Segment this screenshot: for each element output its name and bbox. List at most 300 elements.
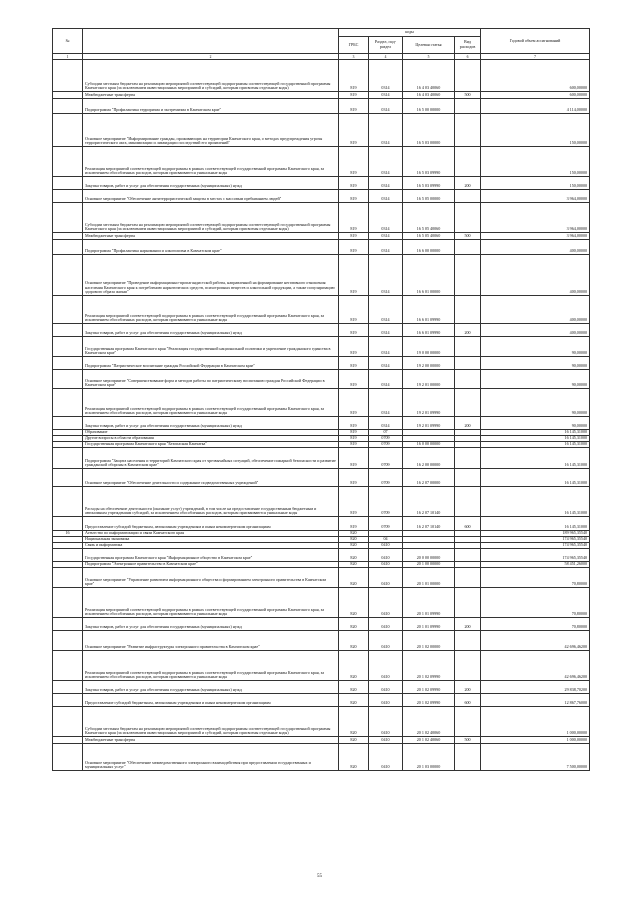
- annual-amount-cell: 58 451,26000: [481, 562, 590, 568]
- row-number-cell: [53, 588, 83, 618]
- row-number-cell: [53, 114, 83, 147]
- expense-name-cell: Закупка товаров, работ и услуг для обеспечения государственных (муниципальных) нужд: [83, 417, 339, 430]
- razdel-code-cell: 0410: [369, 588, 403, 618]
- annual-amount-cell: 3 964,00000: [481, 233, 590, 240]
- annual-amount-cell: 3 964,00000: [481, 190, 590, 203]
- annual-amount-cell: 174 965,35540: [481, 537, 590, 543]
- target-article-cell: 20 1 00 00000: [403, 562, 455, 568]
- row-number-cell: [53, 60, 83, 92]
- table-row: [53, 92, 590, 99]
- col-celevaya-header: Целевая статья: [403, 37, 455, 54]
- expense-name-cell: Закупка товаров, работ и услуг для обеспечения государственных (муниципальных) нужд: [83, 177, 339, 190]
- grbs-code-cell: 820: [339, 737, 369, 744]
- razdel-code-cell: 0314: [369, 147, 403, 177]
- expense-type-cell: 600: [455, 517, 481, 531]
- table-row: [53, 357, 590, 370]
- table-row: [53, 417, 590, 430]
- annual-amount-cell: 174 965,35540: [481, 543, 590, 549]
- target-article-cell: 16 5 05 00000: [403, 190, 455, 203]
- expense-name-cell: Агентство по информатизации и связи Камчатского края: [83, 531, 339, 537]
- razdel-code-cell: 0410: [369, 618, 403, 631]
- target-article-cell: 20 1 01 09990: [403, 588, 455, 618]
- target-article-cell: 20 1 01 00000: [403, 568, 455, 588]
- expense-name-cell: Закупка товаров, работ и услуг для обеспечения государственных (муниципальных) нужд: [83, 618, 339, 631]
- annual-amount-cell: 600,00000: [481, 60, 590, 92]
- column-index: 5: [403, 54, 455, 60]
- expense-type-cell: 500: [455, 92, 481, 99]
- expense-name-cell: Межбюджетные трансферты: [83, 233, 339, 240]
- annual-amount-cell: 189 965,35540: [481, 531, 590, 537]
- grbs-code-cell: 819: [339, 147, 369, 177]
- row-number-cell: [53, 296, 83, 324]
- grbs-code-cell: 819: [339, 448, 369, 469]
- row-number-cell: [53, 389, 83, 417]
- expense-type-cell: 200: [455, 324, 481, 337]
- annual-amount-cell: 16 145,31000: [481, 436, 590, 442]
- razdel-code-cell: 0410: [369, 681, 403, 694]
- annual-amount-cell: 42 696,46200: [481, 651, 590, 681]
- expense-type-cell: [455, 487, 481, 517]
- row-number-cell: [53, 324, 83, 337]
- expense-type-cell: [455, 99, 481, 114]
- annual-amount-cell: 4 114,00000: [481, 99, 590, 114]
- target-article-cell: 19 2 01 09990: [403, 417, 455, 430]
- expense-type-cell: [455, 255, 481, 296]
- target-article-cell: 16 5 03 09990: [403, 177, 455, 190]
- target-article-cell: 19 2 00 00000: [403, 357, 455, 370]
- grbs-code-cell: 819: [339, 442, 369, 448]
- razdel-code-cell: 0314: [369, 296, 403, 324]
- budget-table: [52, 28, 590, 771]
- expense-name-cell: Подпрограмма "Профилактика терроризма и экстремизма в Камчатском крае": [83, 99, 339, 114]
- table-row: [53, 370, 590, 389]
- expense-name-cell: Субсидии местным бюджетам на реализацию мероприятий соответствующей подпрограммы соответствующей государственной программы Камчатского края (за исключением инвестиционных мероприятий и субсидий, которым присвоены отдельные коды): [83, 60, 339, 92]
- expense-type-cell: 500: [455, 233, 481, 240]
- grbs-code-cell: 819: [339, 240, 369, 255]
- razdel-code-cell: 0314: [369, 337, 403, 357]
- grbs-code-cell: 820: [339, 568, 369, 588]
- target-article-cell: 16 5 03 09990: [403, 147, 455, 177]
- expense-name-cell: Национальная экономика: [83, 537, 339, 543]
- row-number-cell: [53, 694, 83, 707]
- expense-type-cell: 500: [455, 737, 481, 744]
- annual-amount-cell: 400,00000: [481, 296, 590, 324]
- row-number-cell: [53, 337, 83, 357]
- target-article-cell: 19 2 01 00000: [403, 370, 455, 389]
- annual-amount-cell: 400,00000: [481, 240, 590, 255]
- table-header: [53, 29, 590, 60]
- target-article-cell: 16 2 07 10140: [403, 517, 455, 531]
- grbs-code-cell: 819: [339, 357, 369, 370]
- grbs-code-cell: 819: [339, 469, 369, 487]
- table-row: [53, 737, 590, 744]
- table-row: [53, 448, 590, 469]
- expense-name-cell: Расходы на обеспечение деятельности (оказание услуг) учреждений, в том числе на предоставление государственным бюджетным и автономным учреждениям субсидий, за исключением обособленных расходов, которым присваиваются уникальные коды: [83, 487, 339, 517]
- target-article-cell: 16 2 07 00000: [403, 469, 455, 487]
- expense-name-cell: Реализация мероприятий соответствующей подпрограммы в рамках соответствующей государственной программы Камчатского края, за исключением обособленных расходов, которым присваиваются уникальные коды: [83, 147, 339, 177]
- expense-type-cell: [455, 744, 481, 771]
- razdel-code-cell: 0410: [369, 694, 403, 707]
- annual-amount-cell: 90,00000: [481, 417, 590, 430]
- annual-amount-cell: 174 965,35540: [481, 549, 590, 562]
- grbs-code-cell: 819: [339, 417, 369, 430]
- table-row: [53, 324, 590, 337]
- expense-name-cell: Основное мероприятие "Совершенствование форм и методов работы по патриотическому воспитанию граждан Российской Федерации в Камчатском крае": [83, 370, 339, 389]
- grbs-code-cell: 820: [339, 543, 369, 549]
- table-row: [53, 549, 590, 562]
- budget-table-sheet: [52, 28, 589, 771]
- razdel-code-cell: 0314: [369, 114, 403, 147]
- row-number-cell: [53, 92, 83, 99]
- expense-type-cell: [455, 114, 481, 147]
- col-razdel-header: Раздел, под-раздел: [369, 37, 403, 54]
- grbs-code-cell: 819: [339, 324, 369, 337]
- expense-name-cell: Субсидии местным бюджетам на реализацию мероприятий соответствующей подпрограммы соответствующей государственной программы Камчатского края (за исключением инвестиционных мероприятий и субсидий, которым присвоены отдельные коды): [83, 203, 339, 233]
- target-article-cell: 20 1 02 00000: [403, 631, 455, 651]
- razdel-code-cell: 0709: [369, 517, 403, 531]
- expense-type-cell: 600: [455, 694, 481, 707]
- grbs-code-cell: 819: [339, 60, 369, 92]
- target-article-cell: 19 0 00 00000: [403, 337, 455, 357]
- annual-amount-cell: 70,80000: [481, 618, 590, 631]
- expense-name-cell: Реализация мероприятий соответствующей подпрограммы в рамках соответствующей государственной программы Камчатского края, за исключением обособленных расходов, которым присваиваются уникальные коды: [83, 588, 339, 618]
- table-row: [53, 469, 590, 487]
- razdel-code-cell: 0314: [369, 190, 403, 203]
- razdel-code-cell: 0410: [369, 744, 403, 771]
- row-number-cell: [53, 631, 83, 651]
- annual-amount-cell: 90,00000: [481, 370, 590, 389]
- page-number: 55: [317, 874, 322, 879]
- annual-amount-cell: 90,00000: [481, 389, 590, 417]
- row-number-cell: [53, 255, 83, 296]
- razdel-code-cell: 0314: [369, 60, 403, 92]
- expense-type-cell: [455, 588, 481, 618]
- expense-type-cell: [455, 469, 481, 487]
- target-article-cell: 20 1 02 40060: [403, 737, 455, 744]
- col-sum-header: Годовой объем ассигнований: [481, 29, 590, 54]
- target-article-cell: 16 6 00 00000: [403, 240, 455, 255]
- row-number-cell: [53, 568, 83, 588]
- grbs-code-cell: 820: [339, 562, 369, 568]
- grbs-code-cell: 819: [339, 370, 369, 389]
- razdel-code-cell: 0314: [369, 203, 403, 233]
- razdel-code-cell: 0314: [369, 99, 403, 114]
- expense-name-cell: Государственная программа Камчатского края "Информационное общество в Камчатском крае": [83, 549, 339, 562]
- target-article-cell: 16 5 00 00000: [403, 99, 455, 114]
- expense-name-cell: Образование: [83, 430, 339, 436]
- expense-type-cell: [455, 296, 481, 324]
- row-number-cell: [53, 357, 83, 370]
- col-name-header: [83, 29, 339, 54]
- row-number-cell: [53, 517, 83, 531]
- expense-name-cell: Межбюджетные трансферты: [83, 92, 339, 99]
- row-number-cell: [53, 737, 83, 744]
- target-article-cell: 16 2 07 10140: [403, 487, 455, 517]
- target-article-cell: 16 4 03 40060: [403, 60, 455, 92]
- expense-type-cell: [455, 337, 481, 357]
- annual-amount-cell: 16 145,31000: [481, 430, 590, 436]
- table-row: [53, 203, 590, 233]
- row-number-cell: [53, 681, 83, 694]
- target-article-cell: 16 5 05 40060: [403, 203, 455, 233]
- row-number-cell: [53, 190, 83, 203]
- grbs-code-cell: 820: [339, 549, 369, 562]
- expense-name-cell: Основное мероприятие "Проведение информационно-пропагандистской работы, направленной на формирование негативного отношения населения Камчатского края к потреблению наркотических средств, психотропных веществ и алкогольной продукции, а также популяризацию здорового образа жизни": [83, 255, 339, 296]
- row-number-cell: [53, 549, 83, 562]
- annual-amount-cell: 90,00000: [481, 337, 590, 357]
- annual-amount-cell: 16 145,31000: [481, 517, 590, 531]
- grbs-code-cell: 820: [339, 588, 369, 618]
- annual-amount-cell: 1 000,00000: [481, 737, 590, 744]
- razdel-code-cell: 0314: [369, 240, 403, 255]
- row-number-cell: [53, 370, 83, 389]
- target-article-cell: 20 1 02 09990: [403, 651, 455, 681]
- target-article-cell: 20 1 02 09990: [403, 681, 455, 694]
- razdel-code-cell: 0314: [369, 370, 403, 389]
- table-row: [53, 240, 590, 255]
- grbs-code-cell: 819: [339, 114, 369, 147]
- annual-amount-cell: 16 145,31000: [481, 442, 590, 448]
- table-row: [53, 588, 590, 618]
- column-index: 4: [369, 54, 403, 60]
- expense-type-cell: [455, 568, 481, 588]
- grbs-code-cell: 820: [339, 681, 369, 694]
- row-number-cell: [53, 707, 83, 737]
- table-row: [53, 147, 590, 177]
- col-codes-header: коды: [339, 29, 481, 37]
- razdel-code-cell: 0314: [369, 417, 403, 430]
- razdel-code-cell: 0410: [369, 543, 403, 549]
- table-row: [53, 99, 590, 114]
- row-number-cell: [53, 744, 83, 771]
- grbs-code-cell: 820: [339, 531, 369, 537]
- razdel-code-cell: 0709: [369, 487, 403, 517]
- grbs-code-cell: 819: [339, 296, 369, 324]
- row-number-cell: [53, 147, 83, 177]
- grbs-code-cell: 820: [339, 707, 369, 737]
- target-article-cell: 20 0 00 00000: [403, 549, 455, 562]
- grbs-code-cell: 820: [339, 618, 369, 631]
- grbs-code-cell: 819: [339, 389, 369, 417]
- target-article-cell: 20 1 01 09990: [403, 618, 455, 631]
- expense-name-cell: Предоставление субсидий бюджетным, автономным учреждениям и иным некоммерческим организациям: [83, 694, 339, 707]
- razdel-code-cell: 0410: [369, 651, 403, 681]
- grbs-code-cell: 819: [339, 92, 369, 99]
- expense-type-cell: [455, 651, 481, 681]
- expense-type-cell: 200: [455, 417, 481, 430]
- target-article-cell: 16 4 03 40060: [403, 92, 455, 99]
- expense-name-cell: Закупка товаров, работ и услуг для обеспечения государственных (муниципальных) нужд: [83, 681, 339, 694]
- target-article-cell: 16 2 00 00000: [403, 448, 455, 469]
- annual-amount-cell: 150,00000: [481, 177, 590, 190]
- row-number-cell: [53, 469, 83, 487]
- table-row: [53, 744, 590, 771]
- razdel-code-cell: 0410: [369, 568, 403, 588]
- expense-type-cell: [455, 357, 481, 370]
- row-number-cell: [53, 417, 83, 430]
- table-row: [53, 707, 590, 737]
- razdel-code-cell: 07: [369, 430, 403, 436]
- expense-name-cell: Связь и информатика: [83, 543, 339, 549]
- razdel-code-cell: 0410: [369, 562, 403, 568]
- grbs-code-cell: 819: [339, 177, 369, 190]
- row-number-cell: [53, 487, 83, 517]
- expense-name-cell: Реализация мероприятий соответствующей подпрограммы в рамках соответствующей государственной программы Камчатского края, за исключением обособленных расходов, которым присваиваются уникальные коды: [83, 651, 339, 681]
- grbs-code-cell: 819: [339, 203, 369, 233]
- col-vid-header: Вид расходов: [455, 37, 481, 54]
- annual-amount-cell: 42 696,46200: [481, 631, 590, 651]
- column-index: 1: [53, 54, 83, 60]
- grbs-code-cell: 820: [339, 744, 369, 771]
- target-article-cell: 20 1 02 09990: [403, 694, 455, 707]
- annual-amount-cell: 400,00000: [481, 324, 590, 337]
- annual-amount-cell: 90,00000: [481, 357, 590, 370]
- expense-name-cell: Предоставление субсидий бюджетным, автономным учреждениям и иным некоммерческим организациям: [83, 517, 339, 531]
- razdel-code-cell: 0709: [369, 442, 403, 448]
- razdel-code-cell: 0410: [369, 707, 403, 737]
- annual-amount-cell: 1 000,00000: [481, 707, 590, 737]
- table-row: [53, 517, 590, 531]
- table-body: [53, 60, 590, 771]
- annual-amount-cell: 150,00000: [481, 114, 590, 147]
- expense-name-cell: Подпрограмма "Защита населения и территорий Камчатского края от чрезвычайных ситуаций, обеспечение пожарной безопасности и развитие гражданской обороны в Камчатском крае": [83, 448, 339, 469]
- razdel-code-cell: 0410: [369, 631, 403, 651]
- row-number-cell: [53, 233, 83, 240]
- expense-type-cell: [455, 190, 481, 203]
- razdel-code-cell: 0314: [369, 324, 403, 337]
- grbs-code-cell: 820: [339, 694, 369, 707]
- target-article-cell: 16 6 01 09990: [403, 324, 455, 337]
- expense-type-cell: [455, 203, 481, 233]
- row-number-cell: [53, 177, 83, 190]
- expense-type-cell: 200: [455, 681, 481, 694]
- table-row: [53, 255, 590, 296]
- target-article-cell: 20 1 03 00000: [403, 744, 455, 771]
- razdel-code-cell: 0314: [369, 177, 403, 190]
- grbs-code-cell: 820: [339, 537, 369, 543]
- razdel-code-cell: 0410: [369, 737, 403, 744]
- expense-name-cell: Подпрограмма "Профилактика наркомании и алкоголизма в Камчатском крае": [83, 240, 339, 255]
- target-article-cell: 16 5 03 00000: [403, 114, 455, 147]
- razdel-code-cell: 0709: [369, 448, 403, 469]
- expense-name-cell: Основное мероприятие "Обеспечение антитеррористической защиты в местах с массовым пребыванием людей": [83, 190, 339, 203]
- expense-type-cell: [455, 549, 481, 562]
- table-row: [53, 233, 590, 240]
- row-number-cell: [53, 203, 83, 233]
- table-row: [53, 337, 590, 357]
- expense-name-cell: Государственная программа Камчатского края "Реализация государственной национальной политики и укрепление гражданского единства в Камчатском крае": [83, 337, 339, 357]
- expense-name-cell: Реализация мероприятий соответствующей подпрограммы в рамках соответствующей государственной программы Камчатского края, за исключением обособленных расходов, которым присваиваются уникальные коды: [83, 389, 339, 417]
- grbs-code-cell: 819: [339, 430, 369, 436]
- expense-name-cell: Подпрограмма "Патриотическое воспитание граждан Российской Федерации в Камчатском крае": [83, 357, 339, 370]
- table-row: [53, 114, 590, 147]
- table-row: [53, 389, 590, 417]
- target-article-cell: 16 0 00 00000: [403, 442, 455, 448]
- row-number-cell: [53, 99, 83, 114]
- row-number-cell: [53, 240, 83, 255]
- expense-name-cell: Закупка товаров, работ и услуг для обеспечения государственных (муниципальных) нужд: [83, 324, 339, 337]
- razdel-code-cell: 0709: [369, 436, 403, 442]
- expense-name-cell: Другие вопросы в области образования: [83, 436, 339, 442]
- razdel-code-cell: 0314: [369, 92, 403, 99]
- annual-amount-cell: 400,00000: [481, 255, 590, 296]
- expense-name-cell: Реализация мероприятий соответствующей подпрограммы в рамках соответствующей государственной программы Камчатского края, за исключением обособленных расходов, которым присваиваются уникальные коды: [83, 296, 339, 324]
- column-index: 2: [83, 54, 339, 60]
- col-grbs-header: ГРБС: [339, 37, 369, 54]
- razdel-code-cell: 0410: [369, 549, 403, 562]
- column-index: 7: [481, 54, 590, 60]
- annual-amount-cell: 7 500,00000: [481, 744, 590, 771]
- expense-type-cell: 200: [455, 618, 481, 631]
- expense-type-cell: [455, 370, 481, 389]
- expense-name-cell: Субсидии местным бюджетам на реализацию мероприятий соответствующей подпрограммы соответствующей государственной программы Камчатского края (за исключением инвестиционных мероприятий и субсидий, которым присвоены отдельные коды): [83, 707, 339, 737]
- grbs-code-cell: 819: [339, 190, 369, 203]
- expense-type-cell: [455, 60, 481, 92]
- table-row: [53, 651, 590, 681]
- annual-amount-cell: 16 145,31000: [481, 448, 590, 469]
- annual-amount-cell: 16 145,31000: [481, 487, 590, 517]
- table-row: [53, 190, 590, 203]
- table-row: [53, 60, 590, 92]
- target-article-cell: 19 2 01 09990: [403, 389, 455, 417]
- table-row: [53, 568, 590, 588]
- target-article-cell: 16 6 01 00000: [403, 255, 455, 296]
- razdel-code-cell: 04: [369, 537, 403, 543]
- table-row: [53, 296, 590, 324]
- table-row: [53, 694, 590, 707]
- row-number-cell: 16: [53, 531, 83, 537]
- grbs-code-cell: 819: [339, 99, 369, 114]
- target-article-cell: 16 6 01 09990: [403, 296, 455, 324]
- grbs-code-cell: 819: [339, 337, 369, 357]
- grbs-code-cell: 820: [339, 651, 369, 681]
- expense-name-cell: Подпрограмма "Электронное правительство в Камчатском крае": [83, 562, 339, 568]
- razdel-code-cell: 0314: [369, 255, 403, 296]
- annual-amount-cell: 70,80000: [481, 568, 590, 588]
- expense-name-cell: Межбюджетные трансферты: [83, 737, 339, 744]
- razdel-code-cell: 0314: [369, 357, 403, 370]
- grbs-code-cell: 819: [339, 436, 369, 442]
- table-row: [53, 618, 590, 631]
- annual-amount-cell: 3 964,00000: [481, 203, 590, 233]
- grbs-code-cell: 819: [339, 233, 369, 240]
- expense-name-cell: Государственная программа Камчатского края "Безопасная Камчатка": [83, 442, 339, 448]
- razdel-code-cell: 0314: [369, 233, 403, 240]
- expense-type-cell: [455, 389, 481, 417]
- grbs-code-cell: 819: [339, 487, 369, 517]
- expense-name-cell: Основное мероприятие "Обеспечение деятельности и содержание подведомственных учреждений": [83, 469, 339, 487]
- razdel-code-cell: 0709: [369, 469, 403, 487]
- expense-name-cell: Основное мероприятие "Развитие инфраструктуры электронного правительства в Камчатском крае": [83, 631, 339, 651]
- expense-name-cell: Основное мероприятие "Обеспечение межведомственного электронного взаимодействия при предоставлении государственных и муниципальных услуг": [83, 744, 339, 771]
- table-row: [53, 631, 590, 651]
- annual-amount-cell: 12 867,76000: [481, 694, 590, 707]
- annual-amount-cell: 29 838,70200: [481, 681, 590, 694]
- annual-amount-cell: 150,00000: [481, 147, 590, 177]
- razdel-code-cell: 0314: [369, 389, 403, 417]
- target-article-cell: 16 5 05 40060: [403, 233, 455, 240]
- annual-amount-cell: 600,00000: [481, 92, 590, 99]
- column-index: 6: [455, 54, 481, 60]
- row-number-cell: [53, 448, 83, 469]
- grbs-code-cell: 820: [339, 631, 369, 651]
- table-row: [53, 681, 590, 694]
- expense-type-cell: 200: [455, 177, 481, 190]
- expense-type-cell: [455, 707, 481, 737]
- grbs-code-cell: 819: [339, 255, 369, 296]
- row-number-cell: [53, 651, 83, 681]
- expense-type-cell: [455, 448, 481, 469]
